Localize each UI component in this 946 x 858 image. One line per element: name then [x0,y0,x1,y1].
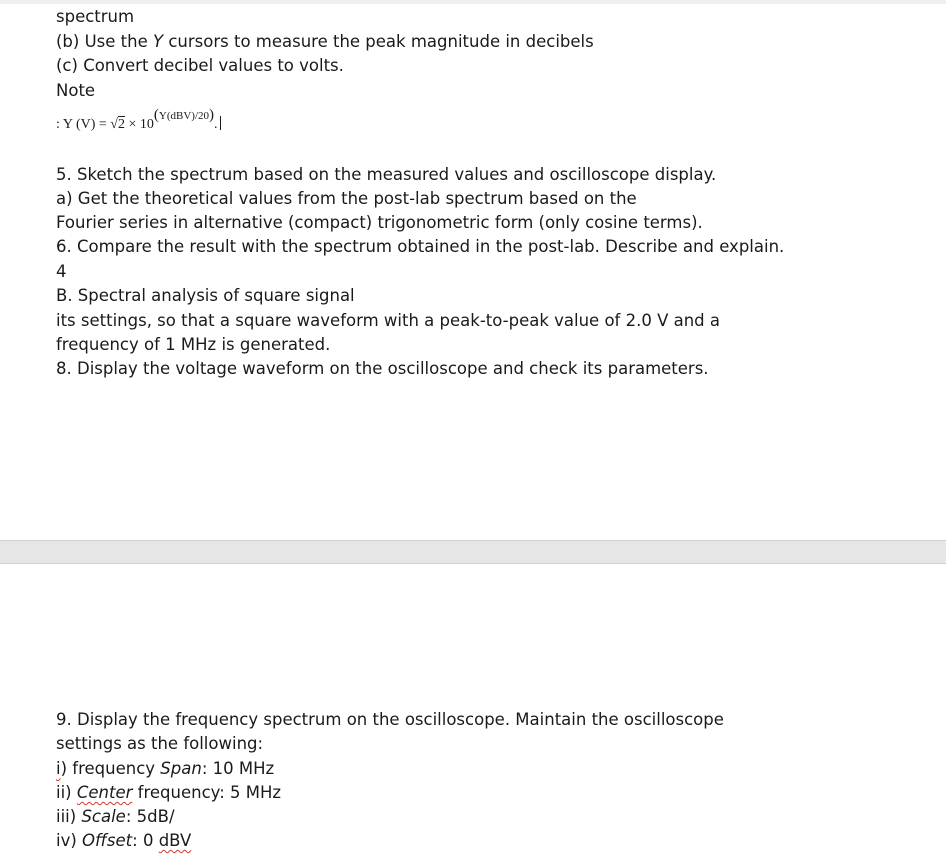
item-b [56,30,594,54]
formula-exponent: (Y(dBV)/20) [153,107,215,123]
offset-unit: dBV [158,831,192,850]
offset-label: Offset [82,831,133,850]
item-b-lead: (b) Use the [56,32,153,51]
settings-line2: frequency of 1 MHz is generated. [56,335,331,354]
span-value: : 10 MHz [201,759,275,778]
item-c: (c) Convert decibel values to volts. [56,56,344,75]
span-label: Span [160,759,202,778]
section-b-heading: B. Spectral analysis of square signal [56,286,355,305]
top-page-edge [0,0,946,4]
page-number: 4 [56,262,67,281]
setting-scale: iii) Scale: 5dB/ [56,807,175,826]
item-b-tail: cursors to measure the peak magnitude in decibels [163,32,594,51]
formula-lhs: : Y (V) = [56,117,111,132]
page-break [0,540,946,564]
item-6: 6. Compare the result with the spectrum obtained in the post-lab. Describe and explain. [56,237,785,256]
text-spectrum: spectrum [56,7,135,26]
item-5a-line1: a) Get the theoretical values from the post-lab spectrum based on the [56,189,637,208]
settings-line1: its settings, so that a square waveform with a peak-to-peak value of 2.0 V and a [56,311,721,330]
item-8: 8. Display the voltage waveform on the oscilloscope and check its parameters. [56,359,709,378]
formula-times-ten: × 10 [124,117,154,132]
item-9-line2: settings as the following: [56,734,264,753]
center-label: Center [76,783,133,802]
note-heading: Note [56,81,96,100]
item-5a-line2: Fourier series in alternative (compact) trigonometric form (only cosine terms). [56,213,703,232]
item-5: 5. Sketch the spectrum based on the measured values and oscilloscope display. [56,165,717,184]
setting-span: i) frequency Span: 10 MHz [56,759,275,778]
item-9-line1: 9. Display the frequency spectrum on the oscilloscope. Maintain the oscilloscope [56,710,724,729]
text-caret [220,116,221,130]
item-b-y: Y [153,32,164,51]
span-prefix: i [56,759,61,778]
formula-sqrt: √2 [110,117,125,132]
offset-value: : 0 [132,831,159,850]
formula-trail: . [214,117,218,132]
center-value: frequency: 5 MHz [132,783,282,802]
setting-offset: iv) Offset: 0 dBV [56,831,192,850]
scale-value: : 5dB/ [125,807,175,826]
scale-label: Scale [81,807,126,826]
voltage-formula [56,107,221,137]
setting-center: ii) Center frequency: 5 MHz [56,783,282,802]
